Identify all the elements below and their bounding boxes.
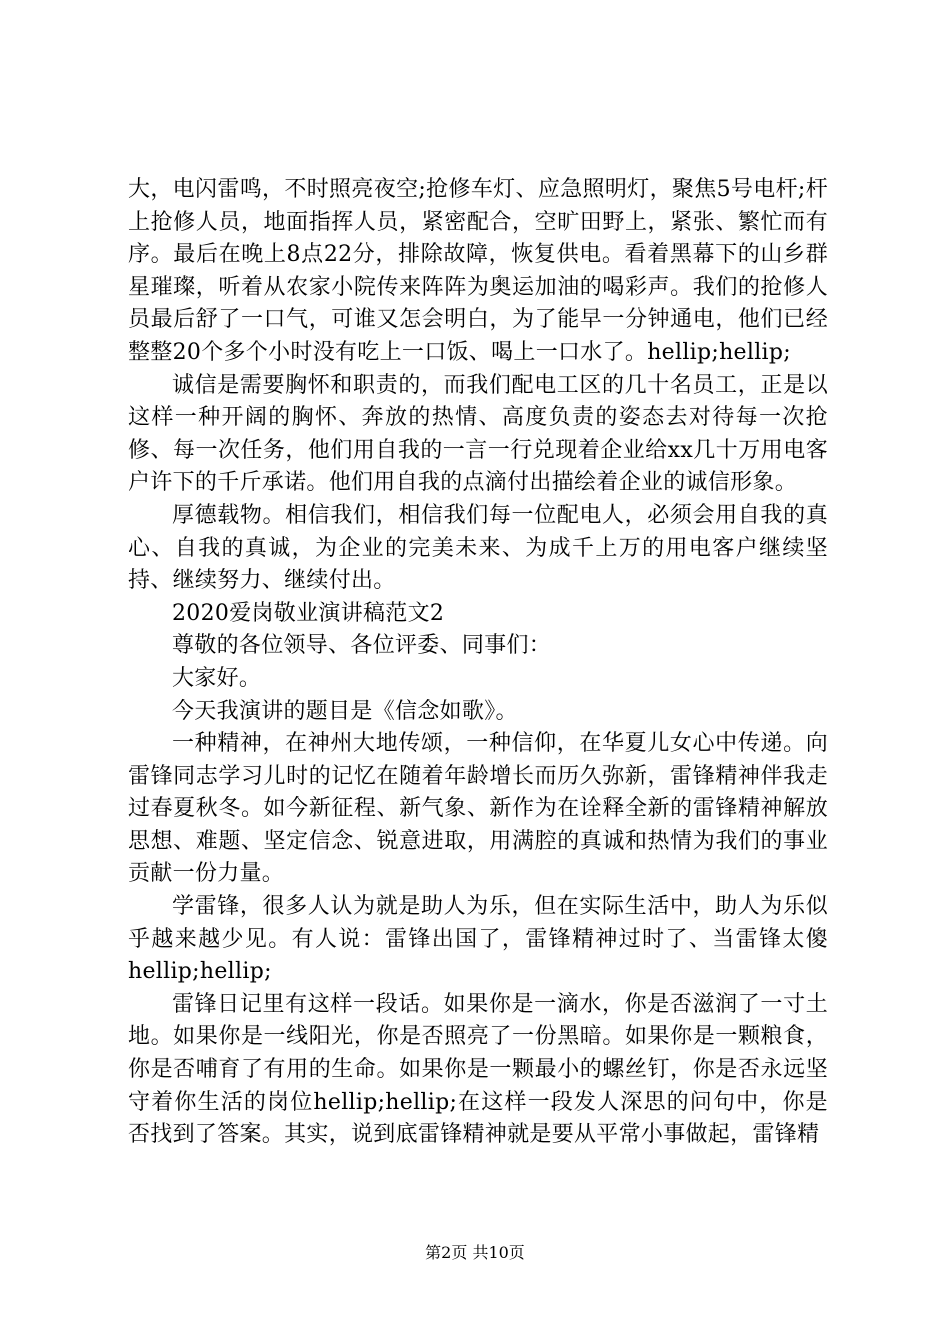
paragraph-continuation: 大，电闪雷鸣，不时照亮夜空;抢修车灯、应急照明灯，聚焦5号电杆;杆上抢修人员，地面指挥人员，紧密配合，空旷田野上，紧张、繁忙而有序。最后在晚上8点22分，排除故障，恢复供电。看着黑幕下的山乡群星璀璨，听着从农家小院传来阵阵为奥运加油的喝彩声。我们的抢修人员最后舒了一口气，可谁又怎会明白，为了能早一分钟通电，他们已经整整20个多个小时没有吃上一口饭、喝上一口水了。hellip;hellip; — [128, 177, 828, 365]
page-number-footer: 第2页 共10页 — [425, 1243, 525, 1262]
paragraph-integrity: 诚信是需要胸怀和职责的，而我们配电工区的几十名员工，正是以这样一种开阔的胸怀、奔放的热情、高度负责的姿态去对待每一次抢修、每一次任务，他们用自我的一言一行兑现着企业给xx几十万用电客户许下的千斤承诺。他们用自我的点滴付出描绘着企业的诚信形象。 — [128, 372, 828, 496]
paragraph-virtue: 厚德载物。相信我们，相信我们每一位配电人，必须会用自我的真心、自我的真诚，为企业的完美未来、为成千上万的用电客户继续坚持、继续努力、继续付出。 — [128, 502, 828, 594]
speech-topic: 今天我演讲的题目是《信念如歌》。 — [172, 698, 518, 724]
section-title: 2020爱岗敬业演讲稿范文2 — [172, 600, 445, 626]
greeting: 大家好。 — [172, 665, 262, 691]
salutation: 尊敬的各位领导、各位评委、同事们： — [172, 633, 552, 659]
paragraph-spirit: 一种精神，在神州大地传颂，一种信仰，在华夏儿女心中传递。向雷锋同志学习儿时的记忆在随着年龄增长而历久弥新，雷锋精神伴我走过春夏秋冬。如今新征程、新气象、新作为在诠释全新的雷锋精神解放思想、难题、坚定信念、锐意进取，用满腔的真诚和热情为我们的事业贡献一份力量。 — [128, 731, 828, 887]
document-body — [128, 174, 828, 1152]
paragraph-learn-leifeng: 学雷锋，很多人认为就是助人为乐，但在实际生活中，助人为乐似乎越来越少见。有人说：雷锋出国了，雷锋精神过时了、当雷锋太傻hellip;hellip; — [128, 894, 828, 985]
paragraph-diary: 雷锋日记里有这样一段话。如果你是一滴水，你是否滋润了一寸土地。如果你是一线阳光，你是否照亮了一份黑暗。如果你是一颗粮食，你是否哺育了有用的生命。如果你是一颗最小的螺丝钉，你是否永远坚守着你生活的岗位hellip;hellip;在这样一段发人深思的问句中，你是否找到了答案。其实，说到底雷锋精神就是要从平常小事做起，雷锋精 — [128, 991, 828, 1148]
